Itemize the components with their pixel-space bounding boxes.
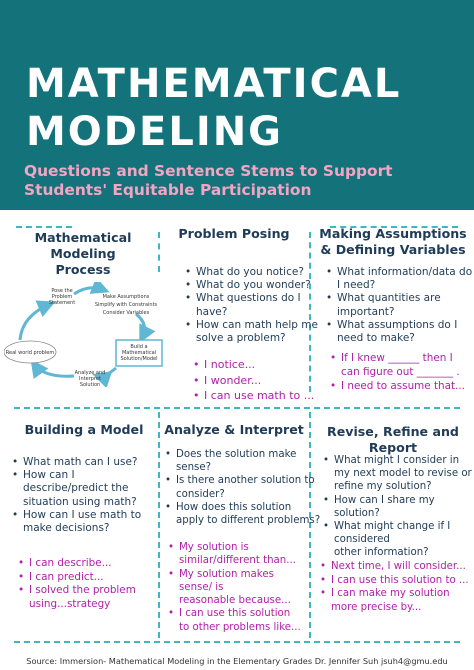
building-title: Building a Model — [24, 422, 144, 437]
list-item: • I can predict... — [18, 571, 136, 585]
diagram-label-real-world: Real world problem — [5, 350, 55, 356]
title-line-2: MODELING — [26, 109, 284, 155]
diagram-label-build-2: Mathematical — [121, 350, 157, 356]
diagram-label-analyze-2: Interpret — [79, 376, 101, 382]
revise-stems — [320, 560, 469, 614]
list-item: • What assumptions do I need to make? — [326, 319, 472, 345]
analyze-title: Analyze & Interpret — [164, 422, 304, 437]
list-item: • How can I describe/predict the situation using math? — [12, 469, 141, 509]
divider-v-top-1 — [158, 232, 160, 272]
problem-posing-stems — [193, 357, 314, 404]
title-line-1: MATHEMATICAL — [26, 61, 402, 107]
list-item: • What questions do I have? — [185, 292, 318, 318]
list-item: • My solution is similar/different than... — [168, 541, 301, 568]
divider-h-middle — [14, 407, 460, 409]
analyze-questions — [165, 448, 320, 527]
source-footer: Source: Immersion- Mathematical Modeling in the Elementary Grades Dr. Jennifer Suh jsuh4@gmu.edu — [26, 656, 448, 666]
list-item: • I can describe... — [18, 557, 136, 571]
cycle-arrow-right — [136, 314, 144, 338]
header-banner — [0, 0, 474, 210]
list-item: • How can I share my solution? — [323, 494, 472, 520]
diagram-label-pose-1: Pose the — [51, 288, 73, 294]
list-item: • If I knew ______ then I can figure out _______ . — [330, 352, 465, 380]
list-item: • I notice... — [193, 357, 314, 373]
diagram-label-analyze-1: Analyze and — [74, 370, 106, 376]
list-item: • What quantities are important? — [326, 292, 472, 318]
building-questions — [12, 456, 141, 535]
assumptions-title: Making Assumptions & Defining Variables — [319, 226, 467, 257]
divider-h-top-left — [16, 226, 72, 228]
cycle-arrow-left — [34, 364, 74, 376]
list-item: • How can I use math to make decisions? — [12, 509, 141, 535]
list-item: • My solution makes sense/ is reasonable because... — [168, 568, 301, 608]
list-item: • I can use this solution to other problems like... — [168, 607, 301, 634]
revise-questions — [323, 454, 472, 560]
cycle-arrow-top — [74, 288, 104, 294]
process-title: Mathematical Modeling Process — [34, 230, 132, 277]
analyze-stems — [168, 541, 301, 634]
divider-v-bottom-1 — [158, 412, 160, 638]
diagram-label-build-1: Build a — [130, 344, 148, 350]
problem-posing-questions — [185, 266, 318, 345]
list-item: • Is there another solution to consider? — [165, 474, 320, 500]
list-item: • What math can I use? — [12, 456, 141, 469]
list-item: • I can use this solution to ... — [320, 574, 469, 588]
diagram-label-assume-2: Simplify with Constraints — [94, 302, 158, 308]
list-item: • What information/data do I need? — [326, 266, 472, 292]
list-item: • I can use math to ... — [193, 388, 314, 404]
list-item: • I can make my solution more precise by... — [320, 587, 469, 614]
modeling-cycle-diagram — [4, 282, 164, 387]
revise-title: Revise, Refine and Report — [327, 424, 459, 455]
diagram-label-assume-3: Consider Variables — [102, 310, 150, 316]
subtitle-line-2: Students' Equitable Participation — [24, 181, 312, 199]
divider-h-bottom — [14, 641, 460, 643]
diagram-label-build-3: Solution/Model — [120, 356, 158, 362]
list-item: • I solved the problem using...strategy — [18, 584, 136, 611]
diagram-label-pose-3: Statement — [48, 300, 76, 306]
assumptions-questions — [326, 266, 472, 345]
list-item: • What might I consider in my next model to revise or refine my solution? — [323, 454, 472, 494]
building-stems — [18, 557, 136, 611]
list-item: • How can math help me solve a problem? — [185, 319, 318, 345]
subtitle — [24, 162, 393, 200]
assumptions-stems — [330, 352, 465, 393]
list-item: • How does this solution apply to different problems? — [165, 501, 320, 527]
list-item: • I need to assume that... — [330, 380, 465, 394]
list-item: • Does the solution make sense? — [165, 448, 320, 474]
diagram-label-analyze-3: Solution — [79, 382, 101, 387]
diagram-label-assume-1: Make Assumptions — [102, 294, 150, 300]
list-item: • Next time, I will consider... — [320, 560, 469, 574]
list-item: • What might change if I considered other information? — [323, 520, 472, 560]
list-item: • What do you notice? — [185, 266, 318, 279]
subtitle-line-1: Questions and Sentence Stems to Support — [24, 162, 393, 180]
list-item: • I wonder... — [193, 373, 314, 389]
cycle-arrow-up — [20, 304, 50, 340]
diagram-label-pose-2: Problem — [51, 294, 73, 300]
problem-posing-title: Problem Posing — [178, 226, 290, 241]
list-item: • What do you wonder? — [185, 279, 318, 292]
